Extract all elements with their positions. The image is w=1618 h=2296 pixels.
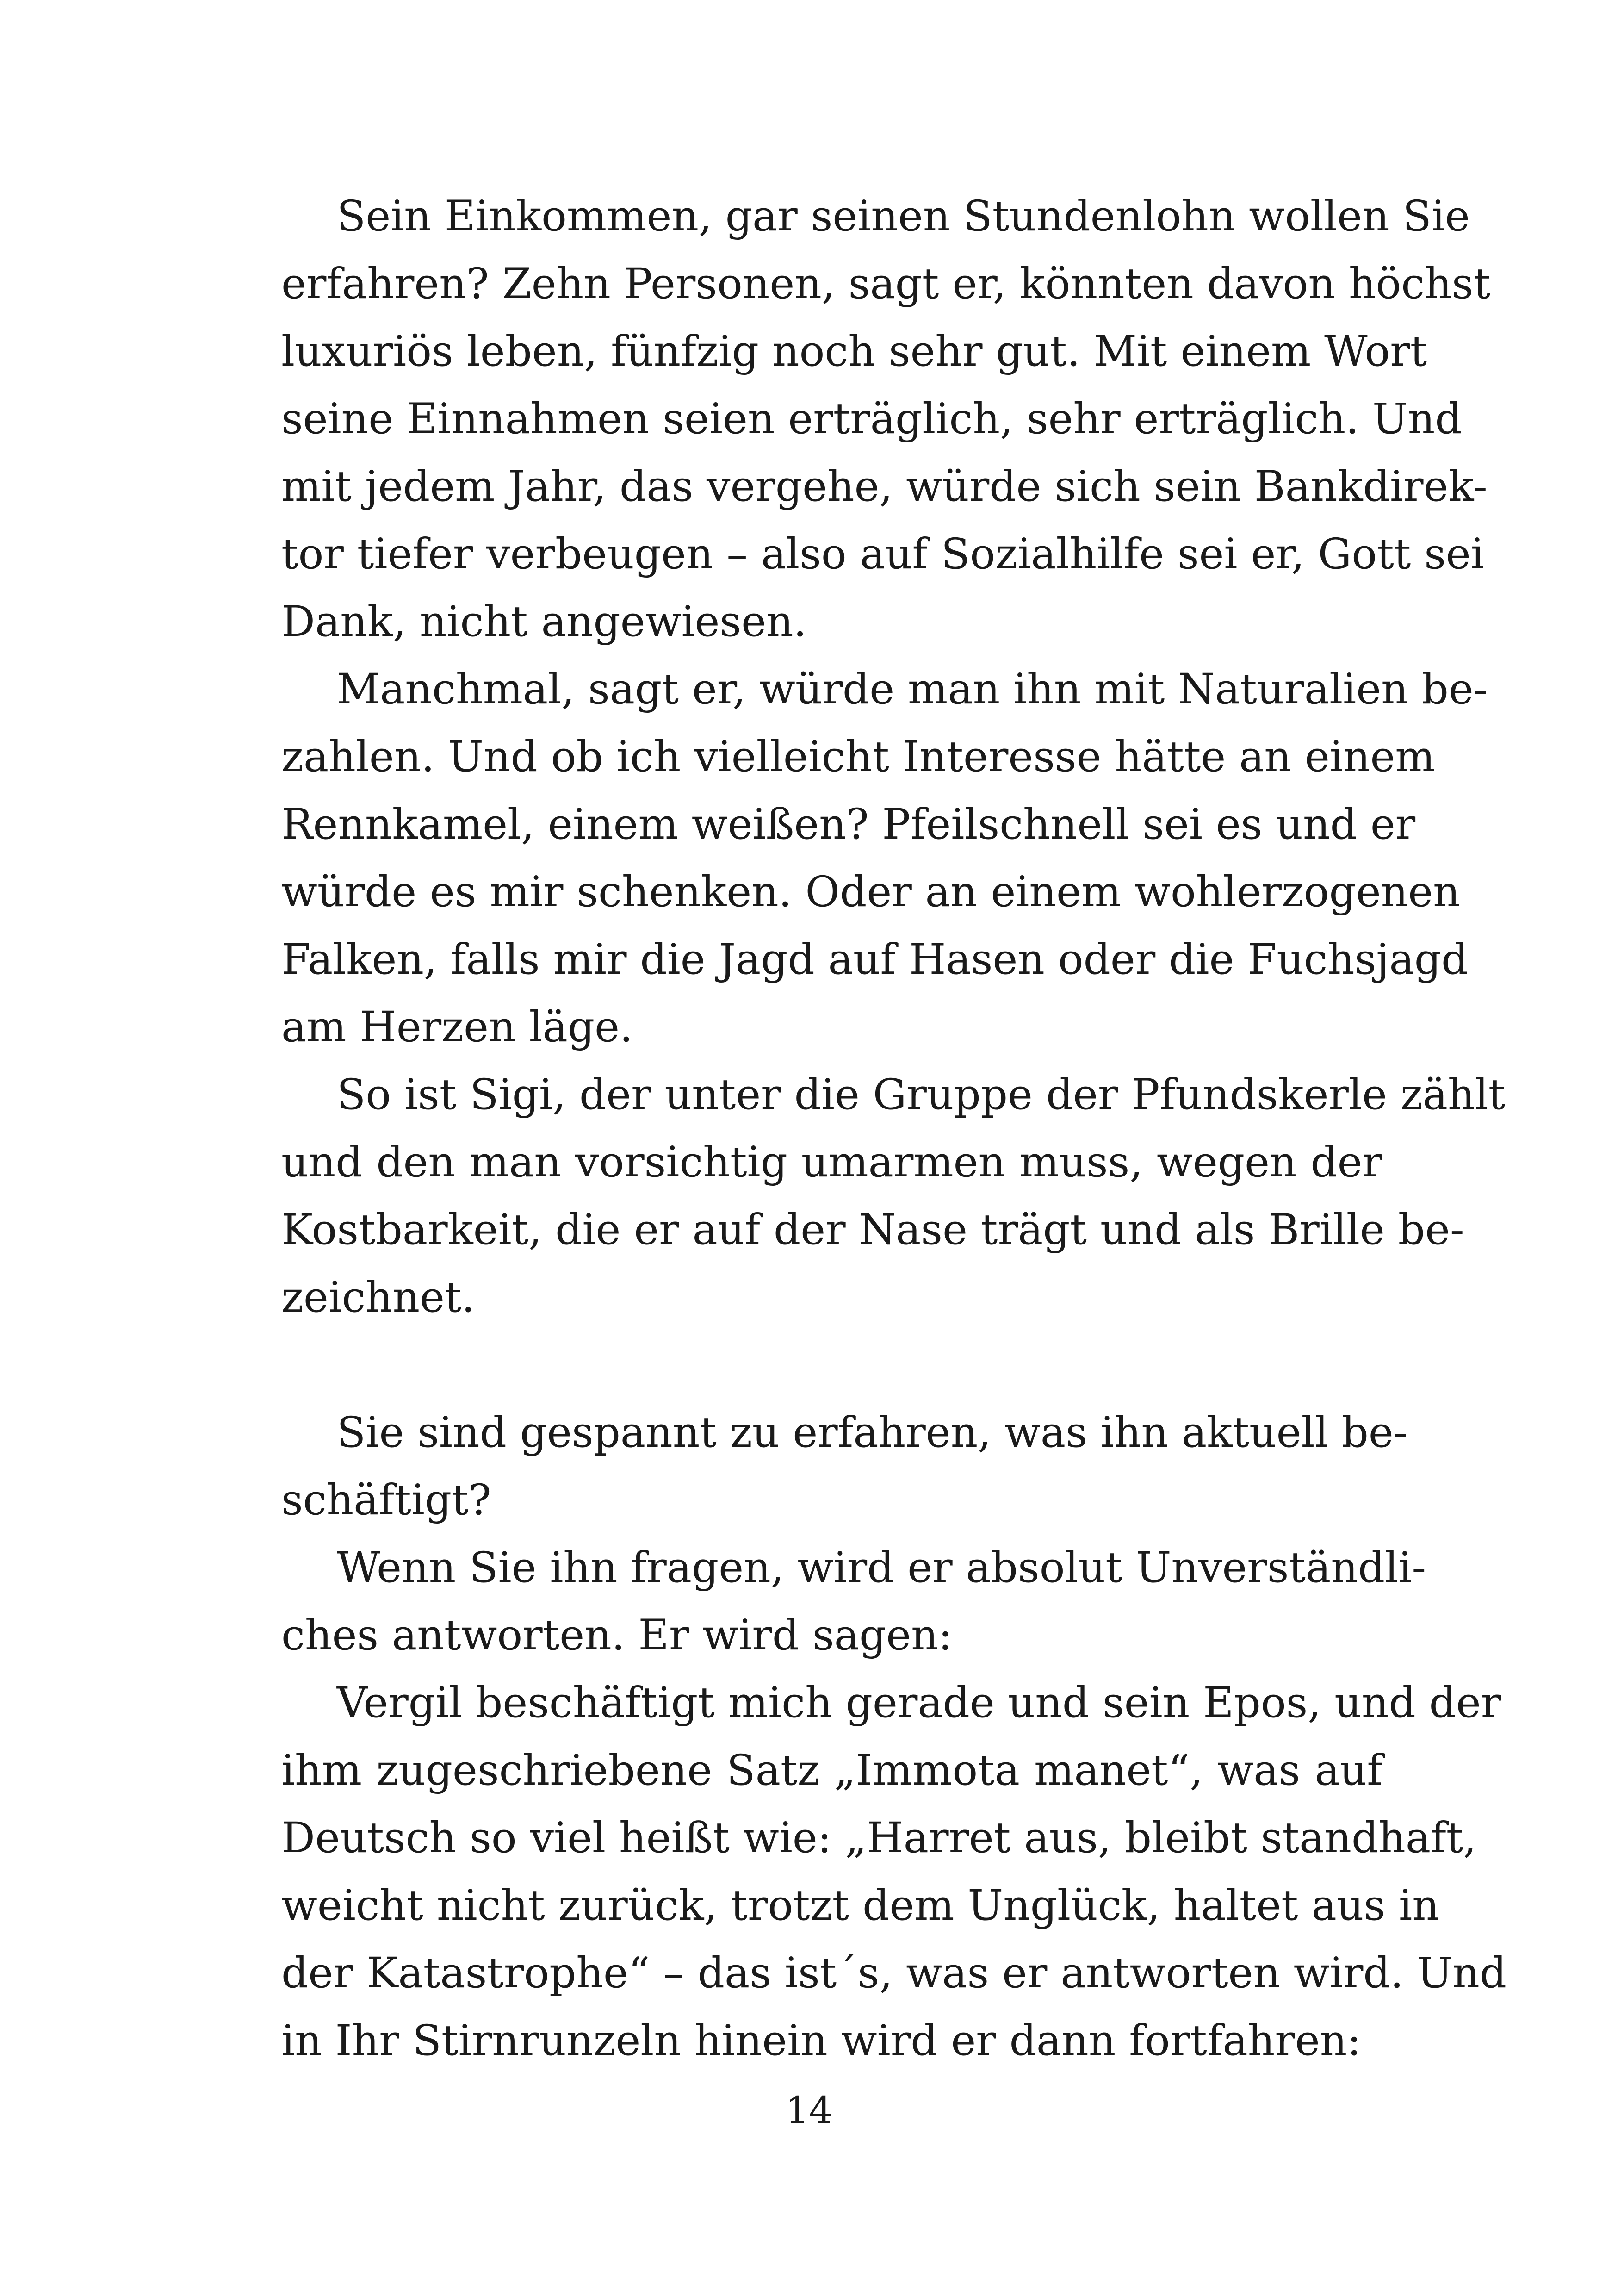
- text-line: Rennkamel, einem weißen? Pfeilschnell sei es und er: [281, 800, 1416, 849]
- text-line: zeichnet.: [281, 1273, 475, 1322]
- text-line: und den man vorsichtig umarmen muss, wegen der: [281, 1138, 1382, 1187]
- text-line: mit jedem Jahr, das vergehe, würde sich sein Bankdirek-: [281, 462, 1488, 511]
- text-line: ihm zugeschriebene Satz „Immota manet“, was auf: [281, 1746, 1382, 1795]
- paragraph-vergil: [226, 1669, 1507, 2075]
- text-line: tor tiefer verbeugen – also auf Sozialhilfe sei er, Gott sei: [281, 530, 1484, 579]
- text-line: der Katastrophe“ – das ist´s, was er antworten wird. Und: [281, 1949, 1507, 1997]
- text-line: zahlen. Und ob ich vielleicht Interesse hätte an einem: [281, 733, 1435, 781]
- text-line: Deutsch so viel heißt wie: „Harret aus, bleibt standhaft,: [281, 1814, 1477, 1862]
- text-line: Sie sind gespannt zu erfahren, was ihn aktuell be-: [337, 1408, 1408, 1457]
- page-body: [226, 183, 1507, 2075]
- text-line: Vergil beschäftigt mich gerade und sein Epos, und der: [337, 1679, 1501, 1727]
- text-line: luxuriös leben, fünfzig noch sehr gut. Mit einem Wort: [281, 327, 1427, 376]
- text-line: am Herzen läge.: [281, 1003, 633, 1052]
- text-line: Wenn Sie ihn fragen, wird er absolut Unverständli-: [337, 1543, 1426, 1592]
- page-number: 14: [785, 2089, 833, 2132]
- text-line: in Ihr Stirnrunzeln hinein wird er dann fortfahren:: [281, 2016, 1362, 2065]
- text-line: weicht nicht zurück, trotzt dem Unglück, haltet aus in: [281, 1881, 1439, 1930]
- text-line: Manchmal, sagt er, würde man ihn mit Naturalien be-: [337, 665, 1488, 714]
- text-line: schäftigt?: [281, 1476, 491, 1524]
- text-line: ches antworten. Er wird sagen:: [281, 1611, 953, 1660]
- text-line: erfahren? Zehn Personen, sagt er, könnten davon höchst: [281, 260, 1491, 308]
- text-line: würde es mir schenken. Oder an einem wohlerzogenen: [281, 868, 1460, 916]
- text-line: Kostbarkeit, die er auf der Nase trägt und als Brille be-: [281, 1206, 1464, 1254]
- paragraph-answer-intro: [226, 1534, 1426, 1669]
- text-line: So ist Sigi, der unter die Gruppe der Pfundskerle zählt: [337, 1070, 1506, 1119]
- text-line: Dank, nicht angewiesen.: [281, 597, 807, 646]
- text-line: Falken, falls mir die Jagd auf Hasen oder die Fuchsjagd: [281, 935, 1469, 984]
- paragraph-sigi: [226, 1061, 1506, 1332]
- paragraph-income: [226, 183, 1491, 656]
- paragraph-naturalien: [226, 656, 1488, 1061]
- section-break: [226, 1332, 1382, 1399]
- text-line: Sein Einkommen, gar seinen Stundenlohn wollen Sie: [337, 192, 1470, 241]
- paragraph-question: [226, 1399, 1408, 1534]
- text-line: seine Einnahmen seien erträglich, sehr erträglich. Und: [281, 395, 1462, 443]
